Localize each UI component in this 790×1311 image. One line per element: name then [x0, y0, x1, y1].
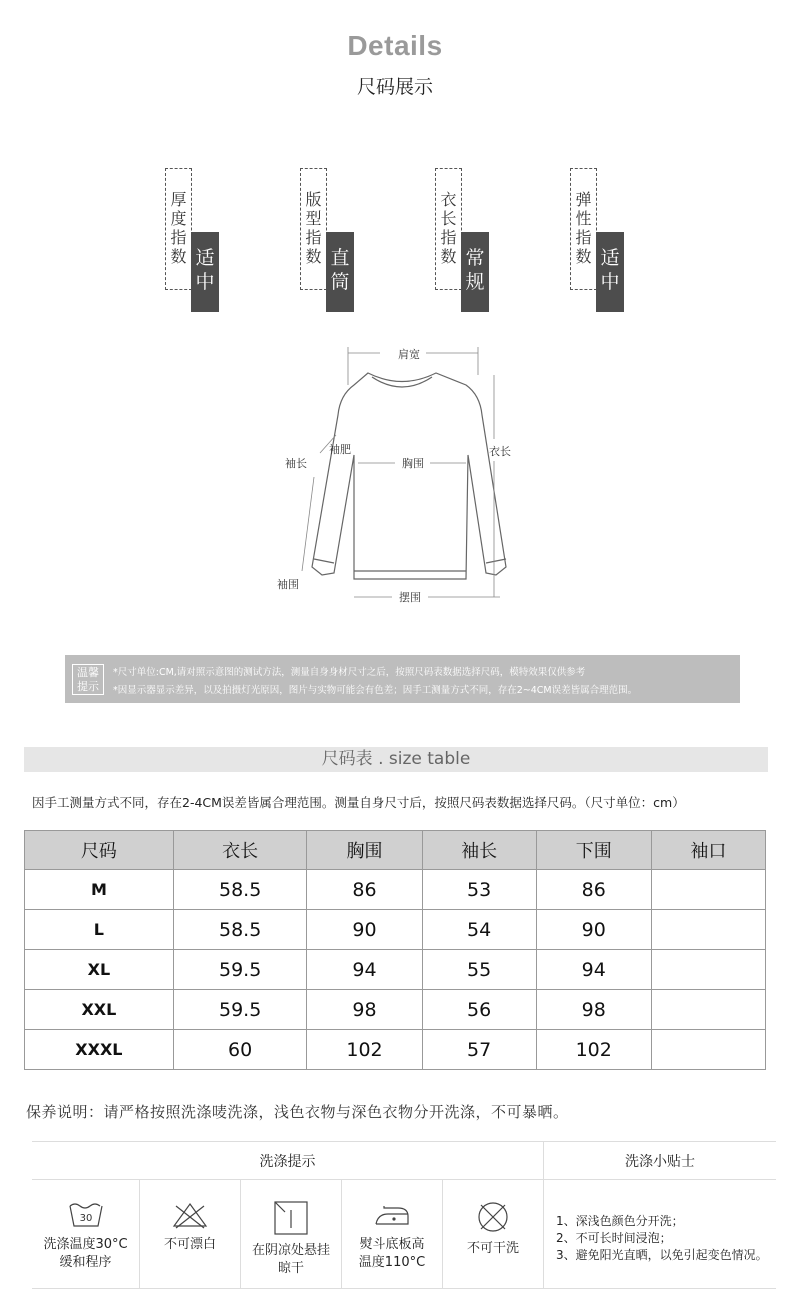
divider — [32, 1141, 776, 1142]
wash-tip-3: 3、避免阳光直晒，以免引起变色情况。 — [556, 1248, 768, 1262]
header-hem: 下围 — [536, 831, 651, 870]
cell-length: 59.5 — [173, 990, 307, 1030]
line-dry-label-2: 晾干 — [277, 1261, 304, 1276]
cell-sleeve: 55 — [422, 950, 536, 990]
label-sleeve-width: 袖肥 — [329, 443, 351, 456]
cell-size: XXXL — [25, 1030, 174, 1070]
divider — [32, 1179, 776, 1180]
line-dry-shade-icon — [271, 1200, 311, 1236]
index-label: 厚度指数 — [170, 190, 187, 266]
table-row — [25, 990, 766, 1030]
no-bleach-label: 不可漂白 — [163, 1237, 216, 1252]
index-value: 适中 — [596, 232, 624, 312]
index-thickness — [165, 168, 275, 318]
table-row — [25, 950, 766, 990]
table-row — [25, 910, 766, 950]
notice-line-1: *尺寸单位:CM,请对照示意图的测试方法，测量自身身材尺寸之后，按照尺码表数据选择尺码，模特效果仅供参考 — [113, 667, 586, 678]
wash-30-label-2: 缓和程序 — [59, 1255, 112, 1270]
cell-cuff — [651, 990, 765, 1030]
iron-item — [342, 1200, 442, 1272]
cell-cuff — [651, 950, 765, 990]
cell-size: L — [25, 910, 174, 950]
cell-chest: 90 — [307, 910, 422, 950]
index-label: 弹性指数 — [575, 190, 592, 266]
header-length: 衣长 — [173, 831, 307, 870]
cell-hem: 86 — [536, 870, 651, 910]
wash-tips-list — [556, 1213, 768, 1264]
wash-tip-2: 2、不可长时间浸泡； — [556, 1231, 672, 1245]
index-length — [435, 168, 545, 318]
cell-cuff — [651, 910, 765, 950]
table-header-row — [25, 831, 766, 870]
no-dry-clean-label: 不可干洗 — [466, 1241, 519, 1256]
page-title: Details — [347, 30, 443, 61]
cell-size: XXL — [25, 990, 174, 1030]
cell-sleeve: 53 — [422, 870, 536, 910]
cell-cuff — [651, 1030, 765, 1070]
page-subtitle: 尺码展示 — [356, 76, 433, 98]
notice-tag: 温馨提示 — [72, 664, 104, 695]
label-hem: 摆围 — [399, 591, 421, 604]
header-sleeve: 袖长 — [422, 831, 536, 870]
cell-length: 60 — [173, 1030, 307, 1070]
cell-hem: 98 — [536, 990, 651, 1030]
cell-chest: 94 — [307, 950, 422, 990]
label-length: 衣长 — [489, 445, 511, 458]
iron-110-icon — [370, 1200, 414, 1230]
index-value: 适中 — [191, 232, 219, 312]
care-note: 保养说明：请严格按照洗涤唛洗涤，浅色衣物与深色衣物分开洗涤，不可暴晒。 — [26, 1103, 569, 1121]
iron-label-2: 温度110°C — [358, 1255, 426, 1270]
cell-sleeve: 56 — [422, 990, 536, 1030]
no-dry-clean-icon — [473, 1200, 513, 1234]
cell-hem: 90 — [536, 910, 651, 950]
cell-size: XL — [25, 950, 174, 990]
cell-size: M — [25, 870, 174, 910]
wash-30-item — [32, 1200, 139, 1272]
cell-chest: 98 — [307, 990, 422, 1030]
label-cuff: 袖围 — [277, 578, 299, 591]
cell-length: 58.5 — [173, 870, 307, 910]
no-bleach-icon — [170, 1200, 210, 1230]
table-row — [25, 870, 766, 910]
label-sleeve-length: 袖长 — [285, 457, 307, 470]
cell-chest: 86 — [307, 870, 422, 910]
header-chest: 胸围 — [307, 831, 422, 870]
cell-cuff — [651, 870, 765, 910]
tips-title: 洗涤小贴士 — [625, 1154, 695, 1170]
iron-label: 熨斗底板高 — [359, 1237, 425, 1252]
label-chest: 胸围 — [402, 457, 424, 470]
size-table-intro: 因手工测量方式不同，存在2-4CM误差皆属合理范围。测量自身尺寸后，按照尺码表数据选择尺码。（尺寸单位：cm） — [32, 795, 685, 810]
index-fit — [300, 168, 410, 318]
notice-banner — [65, 655, 740, 703]
wash-title: 洗涤提示 — [259, 1154, 316, 1170]
cell-chest: 102 — [307, 1030, 422, 1070]
cell-length: 59.5 — [173, 950, 307, 990]
header-cuff: 袖口 — [651, 831, 765, 870]
index-value: 直筒 — [326, 232, 354, 312]
index-value: 常规 — [461, 232, 489, 312]
no-bleach-item — [140, 1200, 240, 1254]
cell-hem: 102 — [536, 1030, 651, 1070]
cell-sleeve: 57 — [422, 1030, 536, 1070]
cell-length: 58.5 — [173, 910, 307, 950]
line-dry-label: 在阴凉处悬挂 — [251, 1243, 330, 1258]
index-elasticity — [570, 168, 680, 318]
wash-30-icon — [66, 1200, 106, 1230]
notice-line-2: *因显示器显示差异，以及拍摄灯光原因，图片与实物可能会有色差；因手工测量方式不同，存在2~4CM误差皆属合理范围。 — [113, 685, 638, 696]
wash-tip-1: 1、深浅色颜色分开洗； — [556, 1214, 684, 1228]
label-shoulder: 肩宽 — [398, 348, 420, 361]
no-dry-clean-item — [443, 1200, 543, 1258]
index-label: 版型指数 — [305, 190, 322, 266]
cell-hem: 94 — [536, 950, 651, 990]
wash-30-label: 洗涤温度30°C — [43, 1237, 128, 1252]
sweater-diagram — [268, 335, 538, 615]
divider — [32, 1288, 776, 1289]
header-size: 尺码 — [25, 831, 174, 870]
cell-sleeve: 54 — [422, 910, 536, 950]
svg-text:30: 30 — [79, 1213, 92, 1224]
size-table-banner: 尺码表 . size table — [24, 747, 768, 772]
line-dry-item — [241, 1200, 341, 1278]
index-label: 衣长指数 — [440, 190, 457, 266]
table-row — [25, 1030, 766, 1070]
size-table — [24, 830, 766, 1070]
